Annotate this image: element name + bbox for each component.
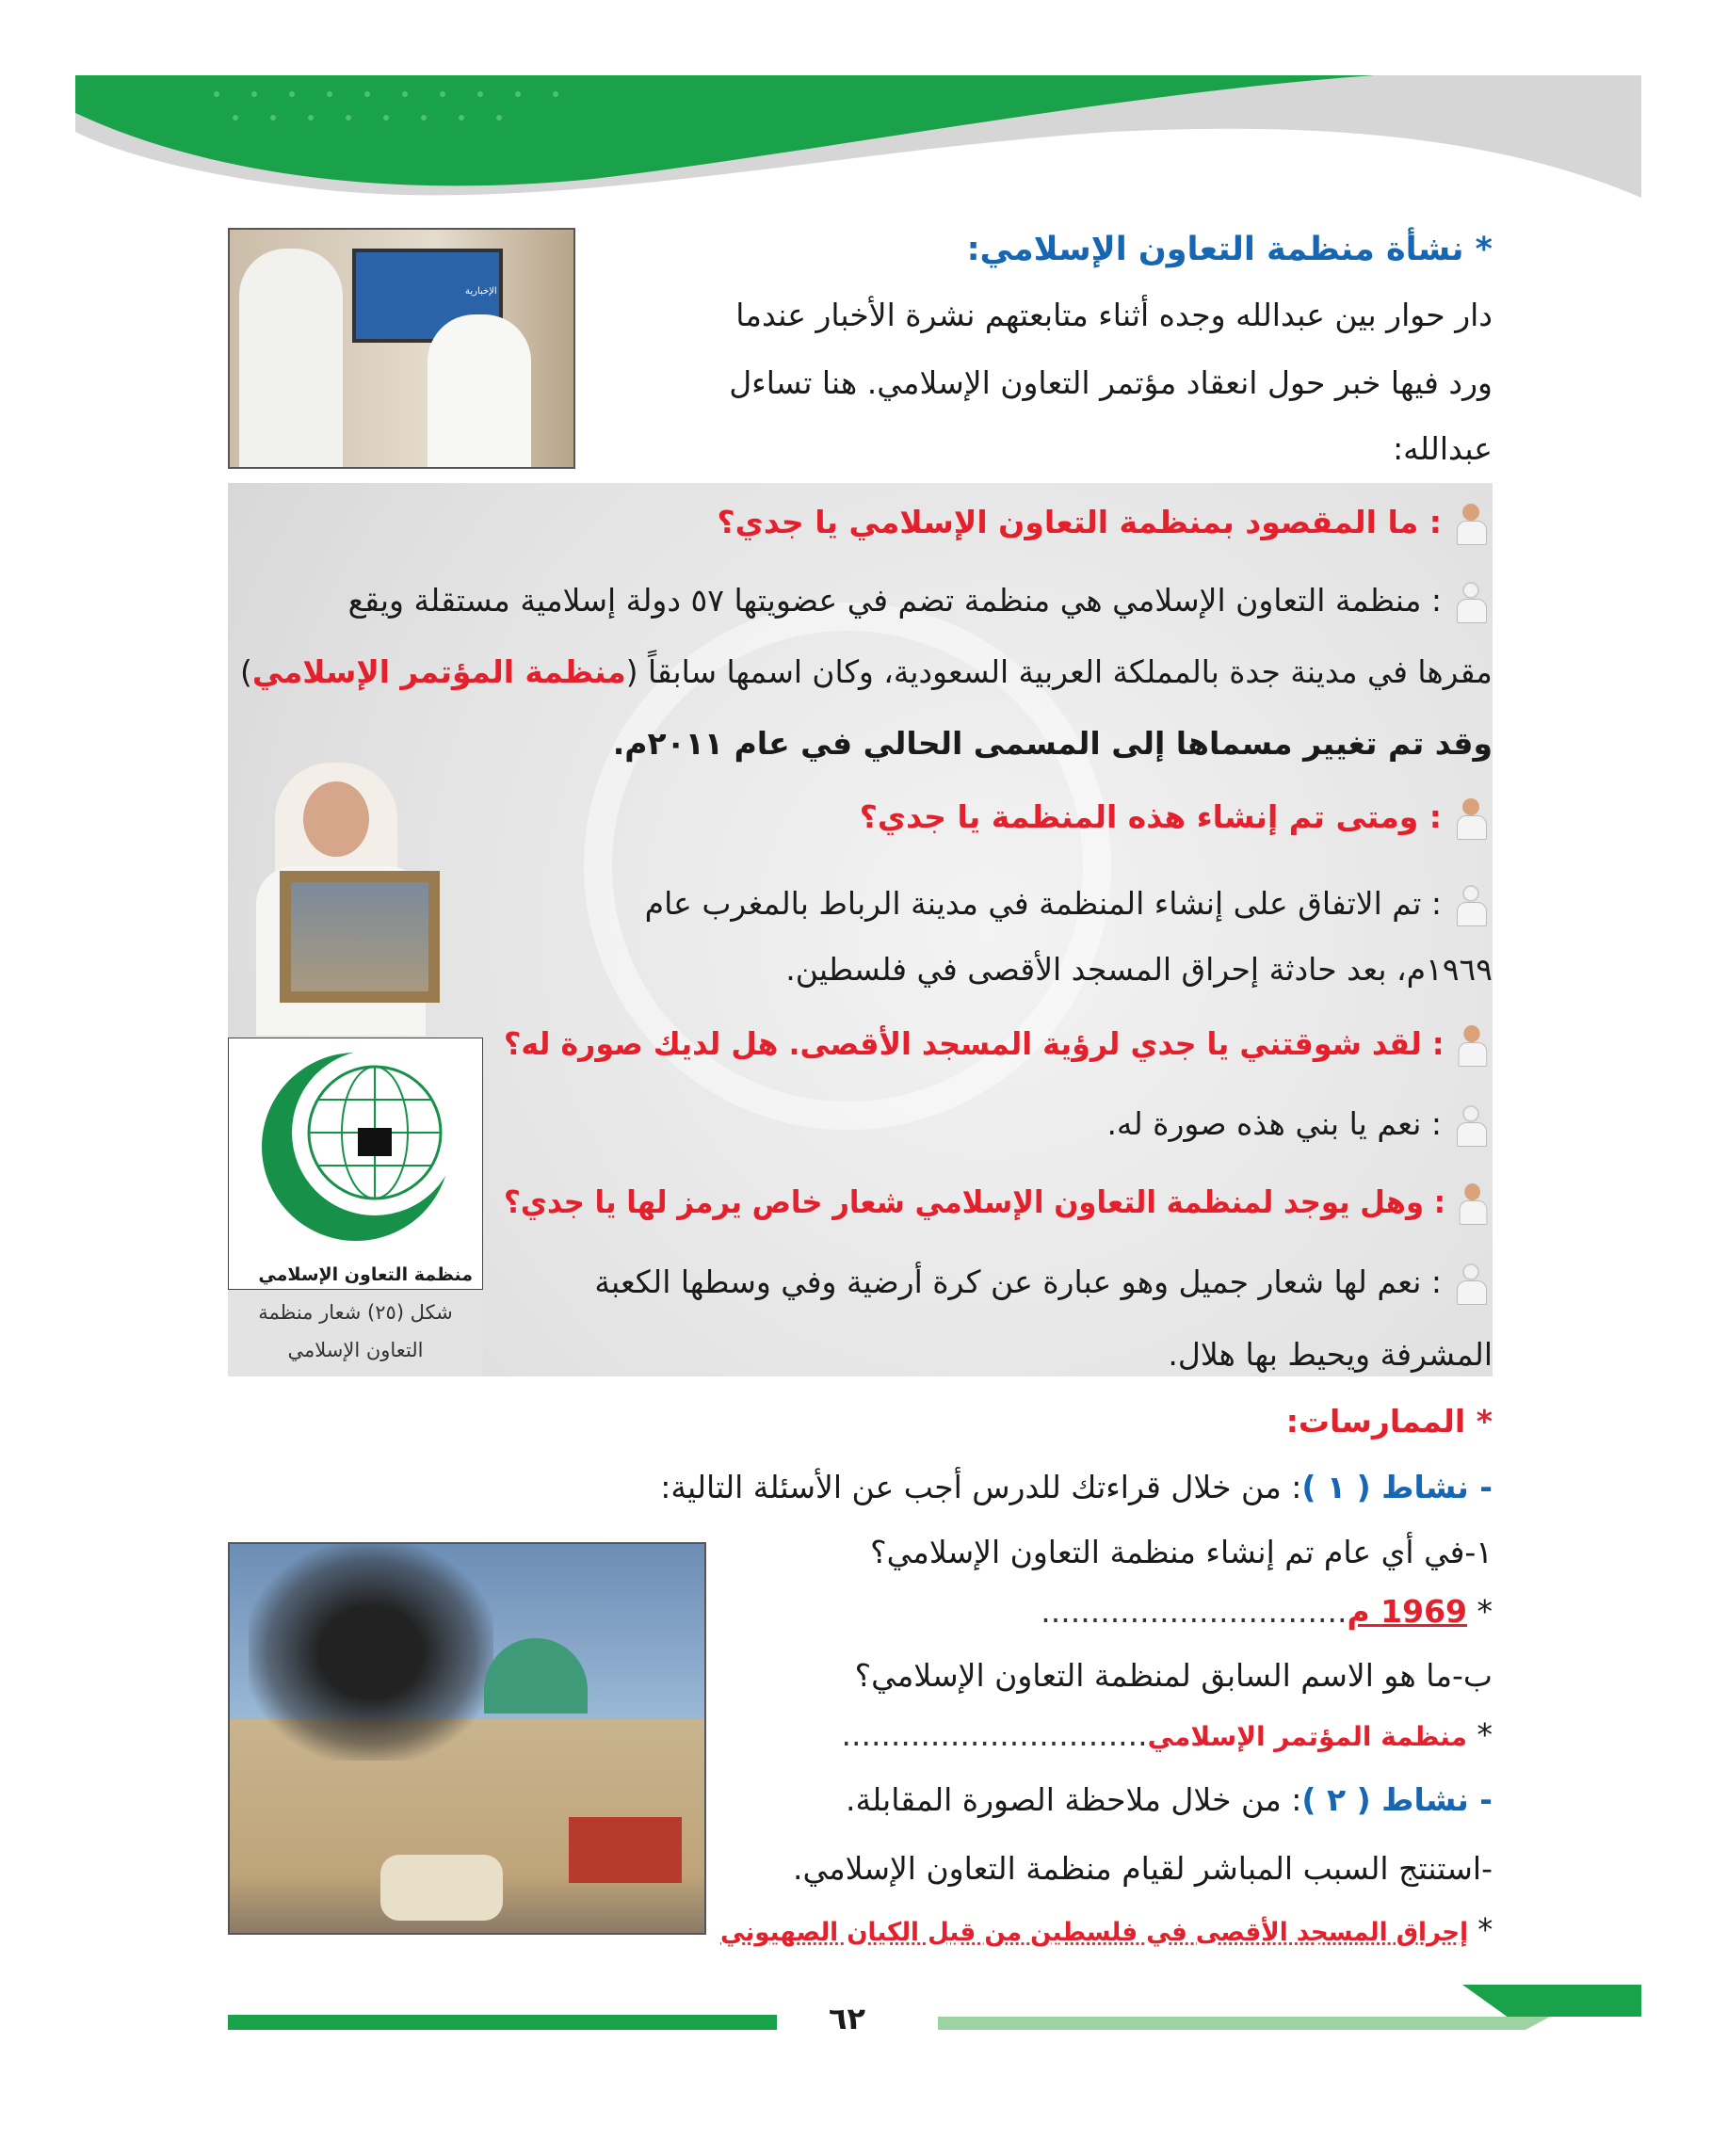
activity-1: - نشاط ( ١ ): من خلال قراءتك للدرس أجب عن الأسئلة التالية:: [660, 1469, 1493, 1505]
grandfather-with-picture: [228, 753, 483, 1036]
intro-line-2: ورد فيها خبر حول انعقاد مؤتمر التعاون الإسلامي. هنا تساءل: [729, 364, 1493, 401]
boy-speaker-icon: [1451, 796, 1493, 842]
practices-title: * الممارسات:: [1285, 1403, 1493, 1440]
dialog-a1-line3: وقد تم تغيير مسماها إلى المسمى الحالي في عام ٢٠١١م.: [612, 725, 1493, 762]
footer-bar-left: [228, 2015, 777, 2030]
header-wave: [75, 75, 1641, 207]
dialog-a1: : منظمة التعاون الإسلامي هي منظمة تضم في عضويتها ٥٧ دولة إسلامية مستقلة ويقع: [348, 577, 1493, 625]
page-number: ٦٢: [829, 2001, 866, 2036]
grandfather-speaker-icon: [1451, 1262, 1493, 1307]
dialog-a2: : تم الاتفاق على إنشاء المنظمة في مدينة الرباط بالمغرب عام: [645, 880, 1493, 928]
grandfather-speaker-icon: [1451, 1103, 1493, 1149]
dialog-q3: : لقد شوقتني يا جدي لرؤية المسجد الأقصى. هل لديك صورة له؟: [504, 1021, 1493, 1069]
boy-speaker-icon: [1453, 1023, 1493, 1069]
boy-speaker-icon: [1451, 502, 1493, 547]
logo-caption: شكل (٢٥) شعار منظمة التعاون الإسلامي: [258, 1301, 453, 1361]
tv-label: الإخبارية: [465, 286, 497, 297]
dialog-q4: : وهل يوجد لمنظمة التعاون الإسلامي شعار خاص يرمز لها يا جدي؟: [504, 1179, 1493, 1227]
answer-1-field[interactable]: * 1969 م...............................: [1041, 1593, 1493, 1630]
answer-3-field[interactable]: * إحراق المسجد الأقصى في فلسطين من قبل الكيان الصهيوني: [719, 1911, 1493, 1948]
grandfather-speaker-icon: [1451, 580, 1493, 625]
question-1: ١-في أي عام تم إنشاء منظمة التعاون الإسلامي؟: [870, 1534, 1493, 1570]
dialog-a1-line2: مقرها في مدينة جدة بالمملكة العربية السعودية، وكان اسمها سابقاً (منظمة المؤتمر الإسلامي): [240, 653, 1493, 690]
question-2: ب-ما هو الاسم السابق لمنظمة التعاون الإسلامي؟: [854, 1657, 1493, 1694]
footer-bar-right: [938, 2017, 1550, 2030]
aqsa-fire-photo: [228, 1542, 706, 1935]
dialog-a4: : نعم لها شعار جميل وهو عبارة عن كرة أرضية وفي وسطها الكعبة: [594, 1259, 1493, 1307]
dialog-q1: : ما المقصود بمنظمة التعاون الإسلامي يا جدي؟: [717, 499, 1493, 547]
section-title: * نشأة منظمة التعاون الإسلامي:: [966, 231, 1493, 268]
question-3: -استنتج السبب المباشر لقيام منظمة التعاون الإسلامي.: [792, 1850, 1493, 1887]
oic-logo-name: منظمة التعاون الإسلامي: [258, 1264, 473, 1285]
footer-accent: [1462, 1985, 1641, 2017]
activity-2: - نشاط ( ٢ ): من خلال ملاحظة الصورة المقابلة.: [845, 1781, 1493, 1818]
oic-logo-box: [228, 1038, 483, 1376]
dialog-a2-line2: ١٩٦٩م، بعد حادثة إحراق المسجد الأقصى في فلسطين.: [785, 951, 1493, 988]
grandfather-speaker-icon: [1451, 883, 1493, 928]
dialog-a3: : نعم يا بني هذه صورة له.: [1106, 1101, 1493, 1149]
family-news-photo: [228, 228, 575, 469]
intro-line-1: دار حوار بين عبدالله وجده أثناء متابعتهم نشرة الأخبار عندما: [735, 297, 1493, 333]
boy-speaker-icon: [1454, 1182, 1493, 1227]
dialog-q2: : ومتى تم إنشاء هذه المنظمة يا جدي؟: [860, 794, 1493, 842]
dialog-a4-line2: المشرفة ويحيط بها هلال.: [1168, 1336, 1493, 1373]
intro-line-3: عبدالله:: [1393, 430, 1493, 467]
oic-logo-icon: [252, 1043, 460, 1250]
answer-2-field[interactable]: * منظمة المؤتمر الإسلامي...............................: [841, 1716, 1493, 1753]
